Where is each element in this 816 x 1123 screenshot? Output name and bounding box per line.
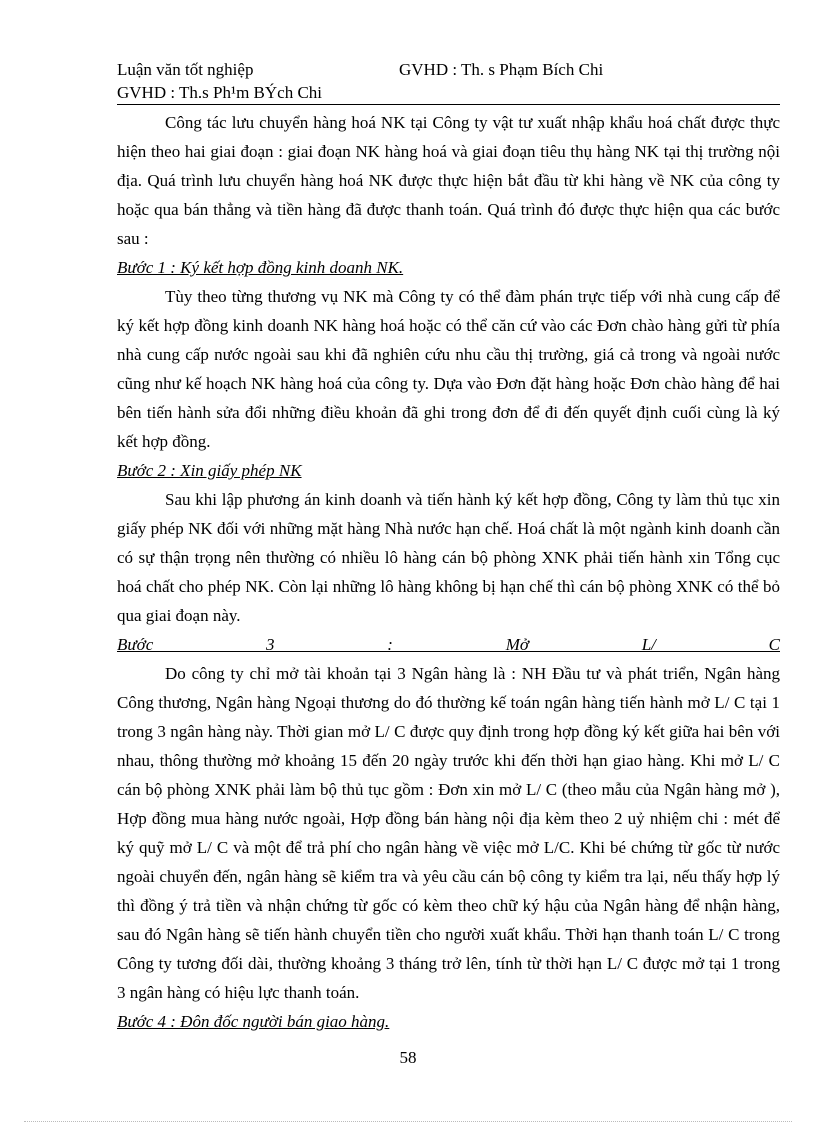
page-number: 58 bbox=[399, 1048, 417, 1067]
thesis-title: Luận văn tốt nghiệp bbox=[117, 60, 254, 79]
intro-paragraph: Công tác lưu chuyển hàng hoá NK tại Công ty vật tư xuất nhập khẩu hoá chất được thực hiện theo hai giai đoạn : giai đoạn NK hàng hoá và giai đoạn tiêu thụ hàng NK tại thị trường nội địa. Quá trình lưu chuyển hàng hoá NK được thực hiện bắt đầu từ khi hàng về NK của công ty hoặc qua bán thẳng và tiền hàng đã được thanh toán. Quá trình đó được thực hiện qua các bước sau : bbox=[117, 113, 780, 248]
step2-paragraph: Sau khi lập phương án kinh doanh và tiến hành ký kết hợp đồng, Công ty làm thủ tục xin giấy phép NK đối với những mặt hàng Nhà nước hạn chế. Hoá chất là một ngành kinh doanh cần có sự thận trọng nên thường có nhiều lô hàng cán bộ phòng XNK phải tiến hành xin Tổng cục hoá chất cho phép NK. Còn lại những lô hàng không bị hạn chế thì cán bộ phòng XNK có thể bỏ qua giai đoạn này. bbox=[117, 490, 780, 625]
step2-heading: Bước 2 : Xin giấy phép NK bbox=[117, 461, 302, 480]
page-bottom-divider bbox=[24, 1121, 792, 1122]
supervisor-label-garbled: GVHD : Th.s Ph¹m BÝch Chi bbox=[117, 83, 323, 102]
document-body bbox=[117, 108, 780, 1036]
supervisor-label: GVHD : Th. s Phạm Bích Chi bbox=[399, 60, 604, 79]
step1-heading: Bước 1 : Ký kết hợp đồng kinh doanh NK. bbox=[117, 258, 404, 277]
step3-heading: Bước 3 : Mở L/ C bbox=[117, 635, 780, 654]
step3-paragraph: Do công ty chỉ mở tài khoản tại 3 Ngân hàng là : NH Đầu tư và phát triển, Ngân hàng Công thương, Ngân hàng Ngoại thương do đó thường kế toán ngân hàng tiến hành mở L/ C tại 1 trong 3 ngân hàng này. Thời gian mở L/ C được quy định trong hợp đồng ký kết giữa hai bên với nhau, thông thường mở khoảng 15 đến 20 ngày trước khi đến thời hạn giao hàng. Khi mở L/ C cán bộ phòng XNK phải làm bộ thủ tục gồm : Đơn xin mở L/ C (theo mẫu của Ngân hàng mở ), Hợp đồng mua hàng nước ngoài, Hợp đồng bán hàng nội địa kèm theo 2 uỷ nhiệm chi : mét để ký quỹ mở L/ C và một để trả phí cho ngân hàng về việc mở L/C. Khi bé chứng từ gốc từ nước ngoài chuyển đến, ngân hàng sẽ kiểm tra và yêu cầu cán bộ công ty kiểm tra lại, nếu thấy hợp lý thì đồng ý trả tiền và nhận chứng từ gốc có kèm theo chữ ký hậu của Ngân hàng để nhận hàng, sau đó Ngân hàng sẽ tiến hành chuyển tiền cho người xuất khẩu. Thời hạn thanh toán L/ C trong Công ty tương đối dài, thường khoảng 3 tháng trở lên, tính từ thời hạn L/ C được mở tại 1 trong 3 ngân hàng có hiệu lực thanh toán. bbox=[117, 664, 780, 1002]
step4-heading: Bước 4 : Đôn đốc người bán giao hàng. bbox=[117, 1012, 390, 1031]
page-header bbox=[117, 58, 780, 105]
step1-paragraph: Tùy theo từng thương vụ NK mà Công ty có thể đàm phán trực tiếp với nhà cung cấp để ký kết hợp đồng kinh doanh NK hàng hoá hoặc có thể căn cứ vào các Đơn chào hàng gửi từ phía nhà cung cấp nước ngoài sau khi đã nghiên cứu nhu cầu thị trường, giá cả trong và ngoài nước cũng như kế hoạch NK hàng hoá của công ty. Dựa vào Đơn đặt hàng hoặc Đơn chào hàng để hai bên tiến hành sửa đổi những điều khoản đã ghi trong đơn để đi đến quyết định cuối cùng là ký kết hợp đồng. bbox=[117, 287, 780, 451]
